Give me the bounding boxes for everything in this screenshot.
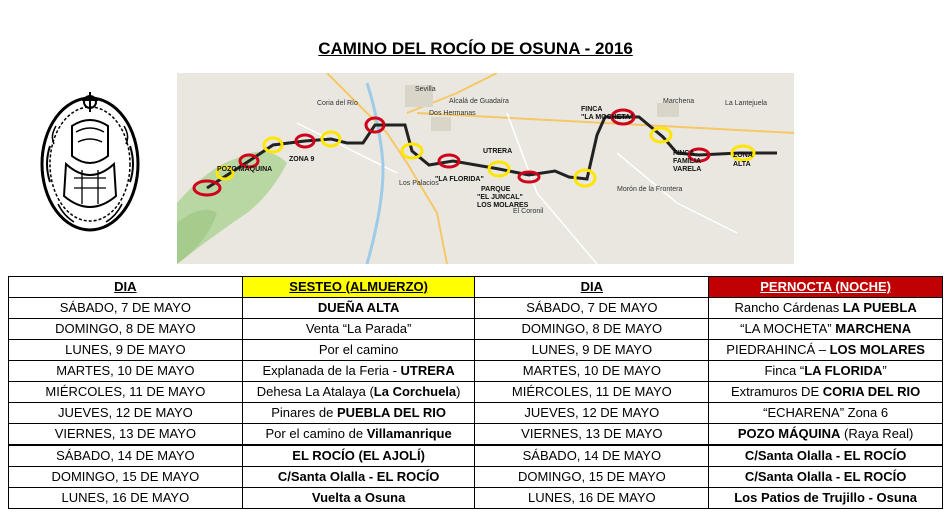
cell-sesteo-bold: DUEÑA ALTA <box>317 300 400 315</box>
map-label-alta: ALTA <box>733 161 751 168</box>
table-row <box>9 361 943 382</box>
cell-sesteo-text: Por el camino <box>318 342 399 357</box>
cell-sesteo-text: Por el camino de <box>265 426 367 441</box>
cell-dia: MARTES, 10 DE MAYO <box>9 361 243 382</box>
cell-dia: DOMINGO, 8 DE MAYO <box>9 319 243 340</box>
cell-pernocta-suffix: ” <box>882 363 887 378</box>
cell-dia-2: JUEVES, 12 DE MAYO <box>475 403 709 424</box>
cell-sesteo <box>242 488 475 509</box>
cell-pernocta <box>709 298 943 319</box>
table-row <box>9 424 943 446</box>
cell-sesteo <box>242 403 475 424</box>
map-label-alcala: Alcalá de Guadaíra <box>449 98 509 105</box>
map-label-la-florida: "LA FLORIDA" <box>435 176 484 183</box>
cell-sesteo <box>242 319 475 340</box>
cell-sesteo-text: Dehesa La Atalaya ( <box>256 384 374 399</box>
cell-pernocta <box>709 488 943 509</box>
cell-pernocta-bold: C/Santa Olalla - EL ROCÍO <box>744 448 907 463</box>
cell-pernocta <box>709 340 943 361</box>
map-label-zona9: ZONA 9 <box>289 156 315 163</box>
cell-dia: SÁBADO, 14 DE MAYO <box>9 445 243 467</box>
map-label-coria: Coria del Río <box>317 100 358 107</box>
cell-dia-2: MARTES, 10 DE MAYO <box>475 361 709 382</box>
cell-sesteo-bold: Vuelta a Osuna <box>311 490 406 505</box>
map-label-los-molares: LOS MOLARES <box>477 202 529 209</box>
cell-pernocta-text: PIEDRAHINCÁ – <box>726 342 830 357</box>
cell-sesteo <box>242 361 475 382</box>
map-label-parque: PARQUE <box>481 186 511 193</box>
route-map <box>177 73 794 264</box>
cell-dia-2: SÁBADO, 7 DE MAYO <box>475 298 709 319</box>
cell-dia-2: DOMINGO, 8 DE MAYO <box>475 319 709 340</box>
cell-pernocta-text: “LA MOCHETA” <box>740 321 836 336</box>
cell-pernocta-suffix: (Raya Real) <box>840 426 914 441</box>
cell-sesteo-bold: Villamanrique <box>366 426 452 441</box>
cell-sesteo <box>242 424 475 446</box>
cell-pernocta-text: Extramuros DE <box>730 384 823 399</box>
header-pernocta: PERNOCTA (NOCHE) <box>709 277 943 298</box>
cell-sesteo-bold: C/Santa Olalla - EL ROCÍO <box>277 469 440 484</box>
cell-pernocta-bold: MARCHENA <box>835 321 912 336</box>
cell-pernocta <box>709 361 943 382</box>
cell-dia: VIERNES, 13 DE MAYO <box>9 424 243 446</box>
table-header-row <box>9 277 943 298</box>
cell-pernocta <box>709 403 943 424</box>
cell-dia-2: VIERNES, 13 DE MAYO <box>475 424 709 446</box>
cell-sesteo <box>242 298 475 319</box>
cell-sesteo-text: Explanada de la Feria - <box>262 363 401 378</box>
cell-dia: SÁBADO, 7 DE MAYO <box>9 298 243 319</box>
map-label-finca-2: FINCA <box>673 150 695 157</box>
map-label-varela: VARELA <box>673 166 702 173</box>
table-row <box>9 298 943 319</box>
map-label-utrera: UTRERA <box>483 148 513 155</box>
schedule-table <box>8 276 943 509</box>
cell-dia-2: DOMINGO, 15 DE MAYO <box>475 467 709 488</box>
cell-sesteo-bold: PUEBLA DEL RIO <box>336 405 447 420</box>
cell-sesteo-text: Venta “La Parada” <box>305 321 412 336</box>
table-row <box>9 319 943 340</box>
map-label-el-coronil: El Coronil <box>513 208 544 215</box>
table-row <box>9 467 943 488</box>
map-label-sevilla: Sevilla <box>415 86 436 93</box>
cell-pernocta <box>709 382 943 403</box>
map-label-zona: ZONA <box>733 152 753 159</box>
header-dia-2: DIA <box>475 277 709 298</box>
cell-pernocta-bold: LA PUEBLA <box>842 300 917 315</box>
cell-dia: MIÉRCOLES, 11 DE MAYO <box>9 382 243 403</box>
map-label-los-palacios: Los Palacios <box>399 180 439 187</box>
cell-dia-2: LUNES, 9 DE MAYO <box>475 340 709 361</box>
cell-dia-2: MIÉRCOLES, 11 DE MAYO <box>475 382 709 403</box>
cell-pernocta-bold: LOS MOLARES <box>829 342 925 357</box>
cell-pernocta <box>709 445 943 467</box>
cell-sesteo <box>242 445 475 467</box>
cell-pernocta <box>709 467 943 488</box>
cell-pernocta-bold: POZO MÁQUINA <box>737 426 841 441</box>
cell-sesteo <box>242 382 475 403</box>
header-dia: DIA <box>9 277 243 298</box>
cell-sesteo-suffix: ) <box>456 384 461 399</box>
cell-dia: DOMINGO, 15 DE MAYO <box>9 467 243 488</box>
cell-dia: LUNES, 16 DE MAYO <box>9 488 243 509</box>
cell-dia-2: LUNES, 16 DE MAYO <box>475 488 709 509</box>
cell-pernocta-bold: LA FLORIDA <box>804 363 883 378</box>
cell-sesteo-text: Pinares de <box>271 405 337 420</box>
cell-pernocta-text: Finca “ <box>764 363 805 378</box>
cell-sesteo <box>242 340 475 361</box>
cell-sesteo-bold: UTRERA <box>400 363 455 378</box>
table-row <box>9 488 943 509</box>
map-label-la-mocheta: "LA MOCHETA" <box>581 114 634 121</box>
cell-sesteo-bold: EL ROCÍO (EL AJOLÍ) <box>292 448 425 463</box>
map-label-el-juncal: "EL JUNCAL" <box>477 194 523 201</box>
map-label-finca: FINCA <box>581 106 603 113</box>
table-row <box>9 382 943 403</box>
map-label-familia: FAMILIA <box>673 158 701 165</box>
cell-pernocta-bold: Los Patios de Trujillo - Osuna <box>734 490 917 505</box>
cell-dia: LUNES, 9 DE MAYO <box>9 340 243 361</box>
table-row <box>9 445 943 467</box>
cell-pernocta-text: Rancho Cárdenas <box>734 300 843 315</box>
cell-pernocta-text: “ECHARENA” Zona 6 <box>763 405 889 420</box>
map-label-la-lantejuela: La Lantejuela <box>725 100 768 107</box>
map-label-moron: Morón de la Frontera <box>617 186 683 193</box>
page-title: CAMINO DEL ROCÍO DE OSUNA - 2016 <box>318 39 633 58</box>
table-row <box>9 340 943 361</box>
table-row <box>9 403 943 424</box>
cell-pernocta <box>709 319 943 340</box>
cell-pernocta-bold: CORIA DEL RIO <box>822 384 921 399</box>
cell-pernocta <box>709 424 943 446</box>
cell-dia-2: SÁBADO, 14 DE MAYO <box>475 445 709 467</box>
cell-sesteo <box>242 467 475 488</box>
cell-dia: JUEVES, 12 DE MAYO <box>9 403 243 424</box>
map-label-dos-hermanas: Dos Hermanas <box>429 110 476 117</box>
brotherhood-seal-icon <box>36 86 144 238</box>
map-label-pozo: POZO MÁQUINA <box>217 166 273 173</box>
cell-pernocta-bold: C/Santa Olalla - EL ROCÍO <box>744 469 907 484</box>
header-sesteo: SESTEO (ALMUERZO) <box>242 277 475 298</box>
cell-sesteo-bold: La Corchuela <box>373 384 457 399</box>
map-label-marchena: Marchena <box>663 98 695 105</box>
